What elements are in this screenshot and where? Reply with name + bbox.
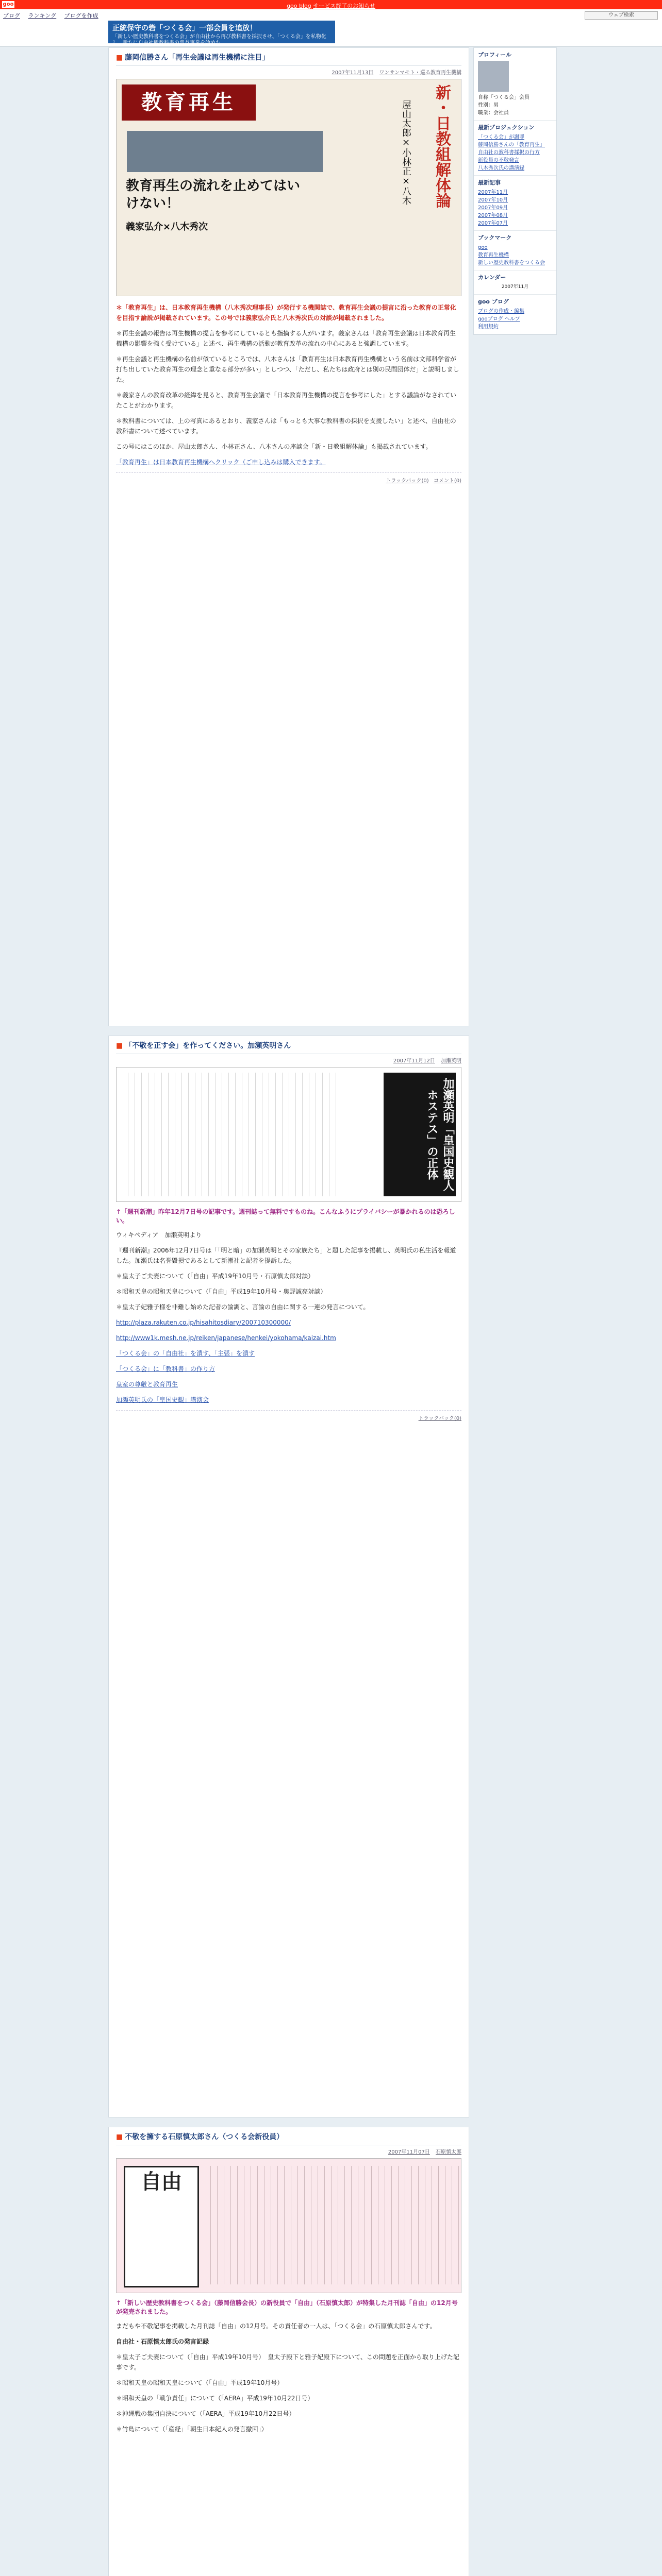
related-link[interactable]: 皇室の尊厳と教育再生 [116, 1381, 178, 1388]
post-link[interactable]: 「教育再生」は日本教育再生機構へクリック（ご申し込みは購入できます。 [116, 459, 326, 466]
profile-line: 職業：会社員 [478, 110, 509, 116]
trackback-link[interactable]: トラックバック(0) [386, 478, 429, 484]
bookmark-item[interactable]: goo [478, 245, 488, 250]
post-title[interactable]: ■ 「不敬を正す会」を作ってください。加瀬英明さん [116, 1040, 461, 1054]
post-body [116, 1230, 461, 1405]
post-subheading: 自由社・石原慎太郎氏の発言記録 [116, 2338, 209, 2345]
comment-link[interactable]: コメント(0) [433, 478, 461, 484]
sidebar [473, 47, 557, 335]
post-paragraph: ＊皇太子妃雅子様を非難し始めた記者の論調と、言論の自由に関する一連の発言について。 [116, 1303, 370, 1311]
post-paragraph: 『週刊新潮』2006年12月7日号は「「明と暗」の加瀬英明とその家族たち」と題した記事を掲載し、英明氏の私生活を報道した。加瀬氏は名誉毀損であるとして新潮社と記者を提訴した。 [116, 1247, 456, 1264]
clipping-text-columns [204, 2166, 461, 2284]
post-3 [108, 2127, 469, 2576]
web-search-button[interactable]: ウェブ検索 [585, 11, 658, 20]
avatar [478, 61, 509, 92]
sidebar-calendar [474, 270, 556, 295]
cover-headline: 教育再生の流れを止めてはいけない！ [126, 178, 301, 211]
archive-item[interactable]: 2007年11月 [478, 190, 508, 195]
post-paragraph: ＊皇太子ご夫妻について（「自由」平成19年10月号・石原慎太郎対談） [116, 1273, 315, 1280]
post-paragraph: ＊義家さんの教育改革の経緯を見ると、教育再生会議で「日本教育再生機構の提言を参考にした」とする議論がなされていたことがわかります。 [116, 392, 457, 409]
post-paragraph: ＊再生会議と再生機構の名前が似ているところでは、八木さんは「教育再生は日本教育再生機構という名前は文部科学省が打ち出していた教育再生の理念と重なる部分が多い」としつつ、「ただし、私たちは政府とは別の民間団体だ」と説明しました。 [116, 355, 459, 383]
sidebar-item[interactable]: 新役員の不敬発言 [478, 158, 519, 163]
magazine-article-image [116, 1067, 461, 1202]
sidebar-heading: プロフィール [478, 52, 511, 58]
post-paragraph: ＊教科書については、上の写真にあるとおり、義家さんは「もっとも大事な教科書の採択を支援したい」と述べ、自由社の教科書について述べています。 [116, 417, 456, 435]
post-meta [116, 68, 461, 76]
post-title[interactable]: ■ 不敬を擁する石原慎太郎さん（つくる会新役員） [116, 2131, 461, 2145]
calendar-month: 2007年11月 [501, 284, 529, 290]
blog-description: 「新しい歴史教科書をつくる会」が自由社から再び教科書を採択させ、「つくる会」を私物化し、新たに自由社版教科書の普及事業を始めた… [112, 34, 326, 46]
goo-logo[interactable]: goo [3, 2, 14, 7]
top-bar [0, 0, 662, 9]
sidebar-goo-links [474, 295, 556, 334]
sidebar-heading: カレンダー [478, 274, 506, 281]
post-date[interactable]: 2007年11月13日 [332, 70, 374, 76]
archive-item[interactable]: 2007年08月 [478, 213, 508, 218]
post-paragraph: ＊昭和天皇の「戦争責任」について（「AERA」平成19年10月22日号） [116, 2395, 314, 2402]
blog-title[interactable]: 正統保守の砦「つくる会」一部会員を追放！ [112, 24, 257, 32]
post-body [116, 2321, 461, 2434]
sidebar-profile [474, 48, 556, 121]
sidebar-item[interactable]: 藤岡信勝さんの「教育再生」 [478, 142, 545, 148]
post-title[interactable]: ■ 藤岡信勝さん「再生会議は再生機構に注目」 [116, 52, 461, 66]
article-headline: 加瀬英明「皇国史観人ホステス」の正体 [384, 1073, 456, 1196]
post-paragraph: ＊昭和天皇の昭和天皇について（「自由」平成19年10月号） [116, 2379, 284, 2386]
post-paragraph: ＊皇太子ご夫妻について（「自由」平成19年10月号） 皇太子殿下と雅子妃殿下について、この問題を正面から取り上げた記事です。 [116, 2353, 459, 2371]
sidebar-item[interactable]: 自由社の教科書採択の行方 [478, 150, 540, 156]
cover-masthead: 教育再生 [122, 84, 256, 121]
archive-item[interactable]: 2007年07月 [478, 221, 508, 226]
cover-vertical-title: 新・日教組解体論 [433, 84, 451, 208]
sidebar-heading: 最新記事 [478, 179, 501, 186]
newspaper-clipping-image [116, 2158, 461, 2293]
goo-link[interactable]: 利用規約 [478, 324, 499, 330]
main-column [108, 47, 469, 2576]
bookmark-item[interactable]: 新しい歴史教科書をつくる会 [478, 260, 545, 266]
post-paragraph: ＊「教育再生」は、日本教育再生機構（八木秀次理事長）が発行する機関誌で、教育再生会議の提言に沿った教育の正常化を目指す論説が掲載されています。この号では義家弘介氏と八木秀次氏の対談が掲載されました。 [116, 304, 456, 321]
top-notice [0, 2, 662, 10]
post-paragraph: この号にはこのほか、屋山太郎さん、小林正さん、八木さんの座談会「新・日教組解体論」も掲載されています。 [116, 443, 432, 450]
archive-item[interactable]: 2007年09月 [478, 205, 508, 211]
clipping-title: 自由 [124, 2166, 199, 2287]
nav-ranking[interactable]: ランキング [28, 12, 57, 19]
post-2 [108, 1036, 469, 2117]
nav-blog[interactable]: ブログ [3, 12, 20, 19]
image-caption: ↑「週刊新潮」昨年12月7日号の記事です。週刊誌って無料ですものね。こんなふうにプライバシーが暴かれるのは恐ろしい。 [116, 1208, 455, 1224]
sidebar-bookmarks [474, 231, 556, 270]
blog-header [0, 9, 662, 47]
sidebar-item[interactable]: 「つくる会」が謝罪 [478, 134, 524, 140]
related-link[interactable]: 加瀬英明氏の「皇国史観」講演会 [116, 1396, 209, 1403]
blog-title-box [108, 21, 335, 46]
archive-item[interactable]: 2007年10月 [478, 197, 508, 203]
post-category[interactable]: ワンサンマモト・巡る教育再生機構 [379, 70, 461, 76]
cover-authors: 義家弘介×八木秀次 [126, 222, 208, 232]
header-nav [3, 11, 105, 20]
post-paragraph: ＊竹島について（「産経」「朝生日本紀人の発言撤回」） [116, 2426, 268, 2433]
post-footer [116, 472, 461, 484]
post-footer [116, 1410, 461, 1421]
sidebar-recent [474, 121, 556, 176]
profile-line: 性別：男 [478, 103, 499, 108]
top-notice-link[interactable]: サービス終了のお知らせ [313, 3, 375, 9]
post-paragraph: ＊沖縄戦の集団自決について（「AERA」平成19年10月22日号） [116, 2410, 295, 2417]
post-category[interactable]: 加瀬英明 [441, 1058, 461, 1064]
related-link[interactable]: 「つくる会」に「教科書」の作り方 [116, 1365, 216, 1372]
sidebar-heading: ブックマーク [478, 234, 512, 241]
post-date[interactable]: 2007年11月12日 [393, 1058, 435, 1064]
post-paragraph: ＊昭和天皇の昭和天皇について（「自由」平成19年10月号・奥野誠亮対談） [116, 1288, 327, 1295]
post-category[interactable]: 石原慎太郎 [436, 2149, 461, 2155]
top-notice-blog[interactable]: goo blog [287, 3, 311, 9]
nav-create[interactable]: ブログを作成 [64, 12, 98, 19]
post-date[interactable]: 2007年11月07日 [388, 2149, 430, 2155]
goo-link[interactable]: gooブログ ヘルプ [478, 316, 520, 322]
trackback-link[interactable]: トラックバック(0) [418, 1416, 461, 1421]
post-body [116, 302, 461, 467]
magazine-cover-image [116, 79, 461, 296]
post-paragraph: ウィキペディア 加瀬英明より [116, 1231, 202, 1239]
sidebar-heading: goo ブログ [478, 298, 509, 305]
profile-line: 自称「つくる会」会員 [478, 95, 529, 100]
image-caption: ↑「新しい歴史教科書をつくる会」（藤岡信勝会長）の新役員で「自由」（石原慎太郎）が特集した月刊誌「自由」の12月号が発売されました。 [116, 2299, 458, 2315]
related-link[interactable]: 「つくる会」の「自由社」を潰す、「主張」を潰す [116, 1350, 255, 1357]
bookmark-item[interactable]: 教育再生機構 [478, 252, 509, 258]
sidebar-item[interactable]: 八木秀次氏の講演録 [478, 165, 524, 171]
cover-vertical-authors: 屋山太郎×小林正×八木 [401, 100, 411, 205]
sidebar-archive [474, 176, 556, 231]
cover-photo [127, 131, 323, 172]
post-meta [116, 1056, 461, 1064]
post-paragraph: まだもや不敬記事を掲載した月刊誌「自由」の12月号。その責任者の一人は、「つくる会」の石原慎太郎さんです。 [116, 2323, 436, 2330]
article-text-columns [122, 1073, 338, 1196]
post-paragraph: ＊再生会議の報告は再生機構の提言を参考にしているとも指摘する人がいます。義家さんは「教育再生会議は日本教育再生機構の影響を強く受けている」と述べ、再生機構の活動が教育改革の流れの中心にあると強調しています。 [116, 330, 456, 347]
reference-url[interactable]: http://plaza.rakuten.co.jp/hisahitosdiary/200710300000/ [116, 1319, 291, 1326]
post-meta [116, 2147, 461, 2155]
goo-link[interactable]: ブログの作成・編集 [478, 309, 524, 314]
post-1 [108, 47, 469, 1026]
sidebar-heading: 最新プロジェクション [478, 124, 535, 131]
reference-url[interactable]: http://www1k.mesh.ne.jp/reiken/japanese/henkei/yokohama/kaizai.htm [116, 1334, 336, 1342]
